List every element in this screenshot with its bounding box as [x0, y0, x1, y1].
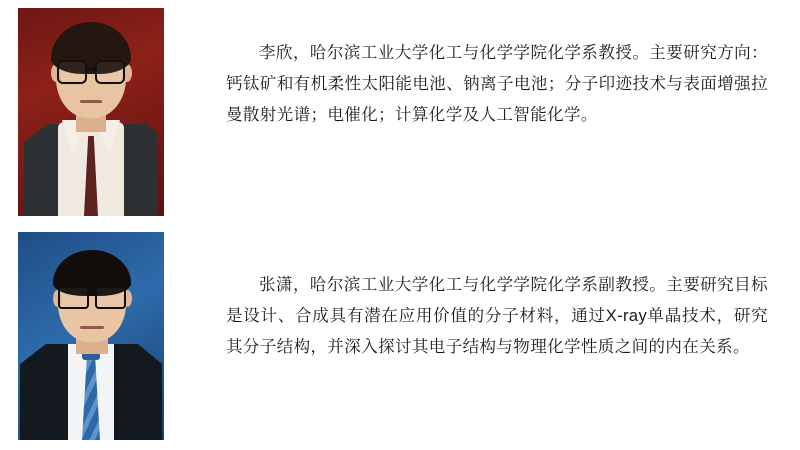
glasses-lens-right: [95, 60, 125, 84]
profile-text-2: [226, 270, 768, 363]
mouth-shape: [80, 326, 104, 329]
profile-bio-1: 李欣，哈尔滨工业大学化工与化学学院化学系教授。主要研究方向：钙钛矿和有机柔性太阳能电池、钠离子电池；分子印迹技术与表面增强拉曼散射光谱；电催化；计算化学及人工智能化学。: [226, 44, 768, 124]
glasses-lens-right: [95, 286, 126, 309]
glasses-lens-left: [58, 286, 89, 309]
portrait-zhang-xiao: [18, 232, 164, 440]
profile-entry-2: [18, 232, 768, 440]
glasses-icon: [57, 60, 125, 80]
profile-entry-1: [18, 8, 768, 216]
mouth-shape: [80, 100, 102, 103]
glasses-icon: [58, 286, 126, 305]
profile-bio-2: 张潇，哈尔滨工业大学化工与化学学院化学系副教授。主要研究目标是设计、合成具有潜在应用价值的分子材料，通过X-ray单晶技术，研究其分子结构，并深入探讨其电子结构与物理化学性质之间的内在关系。: [226, 276, 768, 356]
profile-text-1: [226, 38, 768, 131]
portrait-li-xin: [18, 8, 164, 216]
glasses-lens-left: [57, 60, 87, 84]
